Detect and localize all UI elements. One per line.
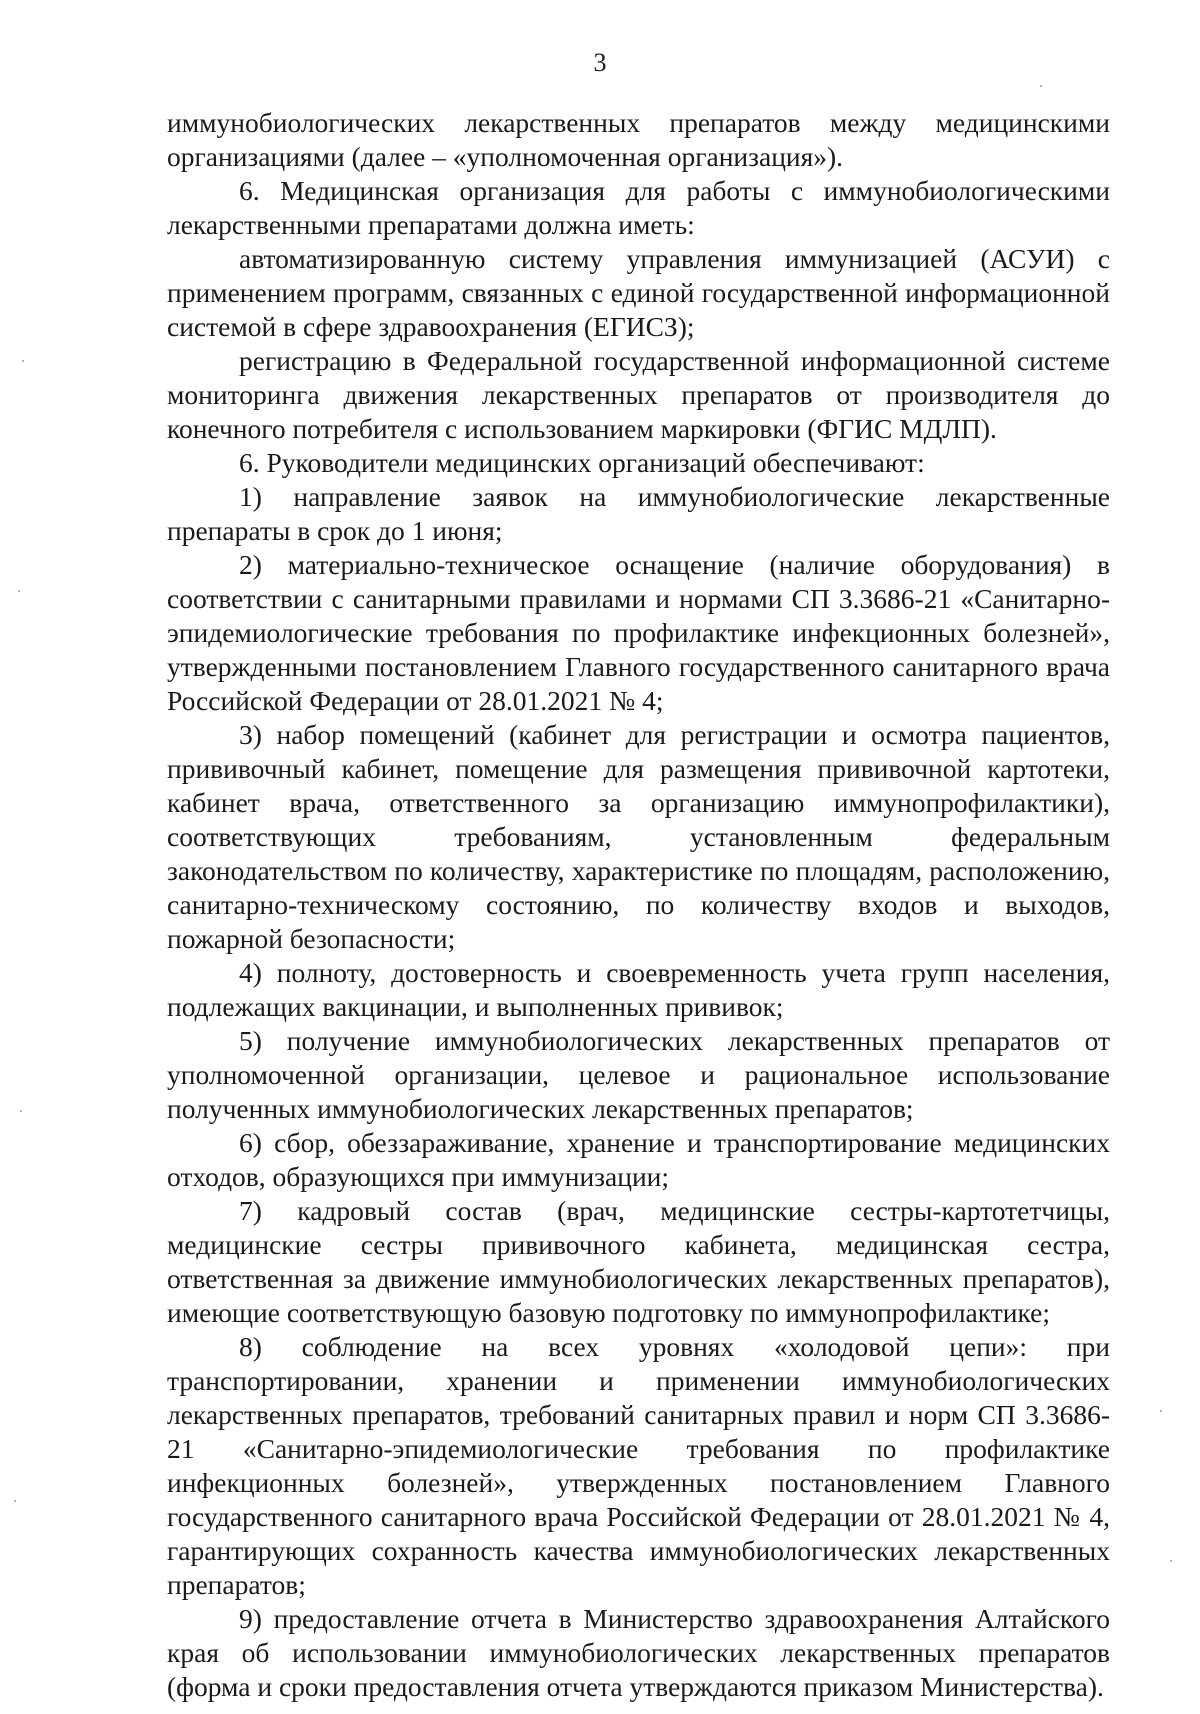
paragraph-continuation: иммунобиологических лекарственных препаратов между медицинскими организациями (далее – «уполномоченная организация»). (167, 107, 1110, 172)
scan-speck (1170, 1560, 1172, 1562)
scan-speck (22, 360, 24, 362)
paragraph-item-6-requirements: 6. Медицинская организация для работы с иммунобиологическими лекарственными препаратами должна иметь: (167, 175, 1110, 240)
scan-speck (1160, 1410, 1162, 1412)
scan-speck (18, 590, 20, 592)
list-item-5: 5) получение иммунобиологических лекарственных препаратов от уполномоченной организации, целевое и рациональное использование полученных иммунобиологических лекарственных препаратов; (167, 1025, 1110, 1124)
paragraph-fgis-mdlp: регистрацию в Федеральной государственной информационной системе мониторинга движения лекарственных препаратов от производителя до конечного потребителя с использованием маркировки (ФГИС МДЛП). (167, 345, 1110, 444)
list-item-9: 9) предоставление отчета в Министерство здравоохранения Алтайского края об использовании иммунобиологических лекарственных препаратов (форма и сроки предоставления отчета утверждаются приказом Министерства). (167, 1603, 1110, 1702)
list-item-2: 2) материально-техническое оснащение (наличие оборудования) в соответствии с санитарными правилами и нормами СП 3.3686-21 «Санитарно-эпидемиологические требования по профилактике инфекционных болезней», утвержденными постановлением Главного государственного санитарного врача Российской Федерации от 28.01.2021 № 4; (167, 549, 1110, 716)
list-item-8: 8) соблюдение на всех уровнях «холодовой цепи»: при транспортировании, хранении и применении иммунобиологических лекарственных препаратов, требований санитарных правил и норм СП 3.3686-21 «Санитарно-эпидемиологические требования по профилактике инфекционных болезней», утвержденных постановлением Главного государственного санитарного врача Российской Федерации от 28.01.2021 № 4, гарантирующих сохранность качества иммунобиологических лекарственных препаратов; (167, 1331, 1110, 1600)
scan-speck (14, 1500, 16, 1502)
document-body (167, 106, 1110, 1704)
list-item-6: 6) сбор, обеззараживание, хранение и транспортирование медицинских отходов, образующихся при иммунизации; (167, 1127, 1110, 1192)
page-number: 3 (593, 48, 607, 77)
paragraph-asui: автоматизированную систему управления иммунизацией (АСУИ) с применением программ, связанных с единой государственной информационной системой в сфере здравоохранения (ЕГИСЗ); (167, 243, 1110, 342)
list-item-1: 1) направление заявок на иммунобиологические лекарственные препараты в срок до 1 июня; (167, 481, 1110, 546)
list-item-3: 3) набор помещений (кабинет для регистрации и осмотра пациентов, прививочный кабинет, помещение для размещения прививочной картотеки, кабинет врача, ответственного за организацию иммунопрофилактики), соответствующих требованиям, установленным федеральным законодательством по количеству, характеристике по площадям, расположению, санитарно-техническому состоянию, по количеству входов и выходов, пожарной безопасности; (167, 719, 1110, 954)
paragraph-item-6-heads: 6. Руководители медицинских организаций обеспечивают: (239, 447, 925, 478)
list-item-7: 7) кадровый состав (врач, медицинские сестры-картотетчицы, медицинские сестры прививочного кабинета, медицинская сестра, ответственная за движение иммунобиологических лекарственных препаратов), имеющие соответствующую базовую подготовку по иммунопрофилактике; (167, 1195, 1110, 1328)
scan-speck (1040, 85, 1042, 87)
list-item-4: 4) полноту, достоверность и своевременность учета групп населения, подлежащих вакцинации, и выполненных прививок; (167, 957, 1110, 1022)
scan-speck (20, 1110, 22, 1112)
